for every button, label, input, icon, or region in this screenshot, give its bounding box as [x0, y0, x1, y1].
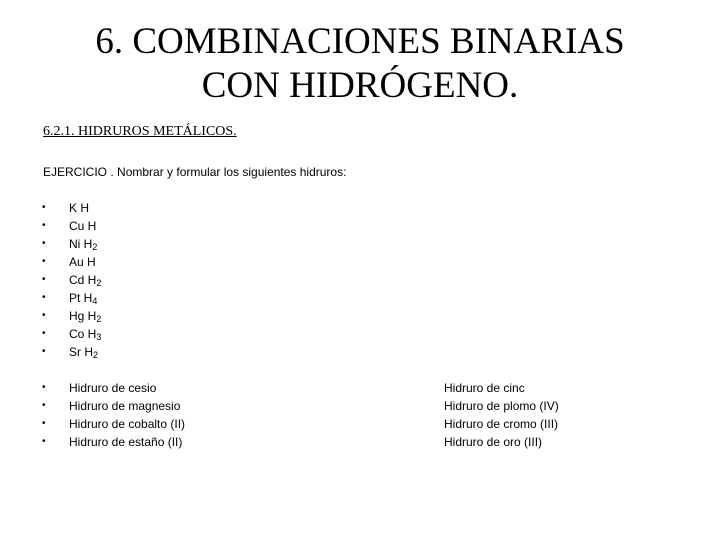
name-text: Hidruro de cobalto (II): [69, 417, 186, 431]
formula-subscript: 2: [96, 278, 102, 288]
formula-text: Hg H: [69, 309, 97, 323]
formula-subscript: 2: [93, 350, 99, 360]
bullet-icon: •: [42, 292, 46, 303]
section-title: 6.2.1. HIDRUROS METÁLICOS.: [43, 124, 237, 139]
formula-text: Sr H: [69, 345, 93, 359]
formula-item: [42, 271, 242, 289]
name-item: [42, 379, 342, 397]
formula-text: Cd H: [69, 273, 97, 287]
page-title: [40, 20, 680, 108]
formula-item: [42, 235, 242, 253]
exercise-text: Nombrar y formular los siguientes hidruros:: [113, 165, 347, 179]
formula-subscript: 2: [92, 242, 98, 252]
exercise-label: EJERCICIO .: [43, 165, 114, 179]
bullet-icon: •: [42, 436, 46, 447]
bullet-icon: •: [42, 328, 46, 339]
name-list-left: [42, 379, 342, 451]
formula-text: K H: [69, 201, 90, 215]
name-item: [42, 433, 342, 451]
bullet-icon: •: [42, 382, 46, 393]
bullet-icon: •: [42, 256, 46, 267]
page-title-line-1: 6. COMBINACIONES BINARIAS: [95, 21, 625, 62]
name-item: Hidruro de cinc: [444, 381, 525, 395]
name-text: Hidruro de estaño (II): [69, 435, 183, 449]
bullet-icon: •: [42, 274, 46, 285]
formula-item: [42, 325, 242, 343]
name-list-right: [444, 379, 559, 451]
formula-item: [42, 307, 242, 325]
exercise-instruction: [43, 165, 346, 179]
formula-item: [42, 253, 242, 271]
name-text: Hidruro de magnesio: [69, 399, 181, 413]
formula-item: [42, 289, 242, 307]
name-item: [42, 397, 342, 415]
bullet-icon: •: [42, 346, 46, 357]
name-item: Hidruro de plomo (IV): [444, 399, 559, 413]
name-item: [42, 415, 342, 433]
page-title-line-2: CON HIDRÓGENO.: [201, 65, 519, 106]
formula-subscript: 3: [96, 332, 102, 342]
formula-text: Cu H: [69, 219, 97, 233]
bullet-icon: •: [42, 202, 46, 213]
bullet-icon: •: [42, 310, 46, 321]
formula-subscript: 2: [96, 314, 102, 324]
formula-text: Ni H: [69, 237, 93, 251]
name-item: Hidruro de oro (III): [444, 435, 543, 449]
bullet-icon: •: [42, 238, 46, 249]
bullet-icon: •: [42, 400, 46, 411]
formula-item: [42, 199, 242, 217]
formula-item: [42, 217, 242, 235]
formula-text: Au H: [69, 255, 96, 269]
name-item: Hidruro de cromo (III): [444, 417, 559, 431]
formula-subscript: 4: [92, 296, 98, 306]
name-text: Hidruro de cesio: [69, 381, 157, 395]
formula-text: Pt H: [69, 291, 93, 305]
formula-item: [42, 343, 242, 361]
bullet-icon: •: [42, 220, 46, 231]
bullet-icon: •: [42, 418, 46, 429]
formula-list: [42, 199, 242, 361]
formula-text: Co H: [69, 327, 97, 341]
